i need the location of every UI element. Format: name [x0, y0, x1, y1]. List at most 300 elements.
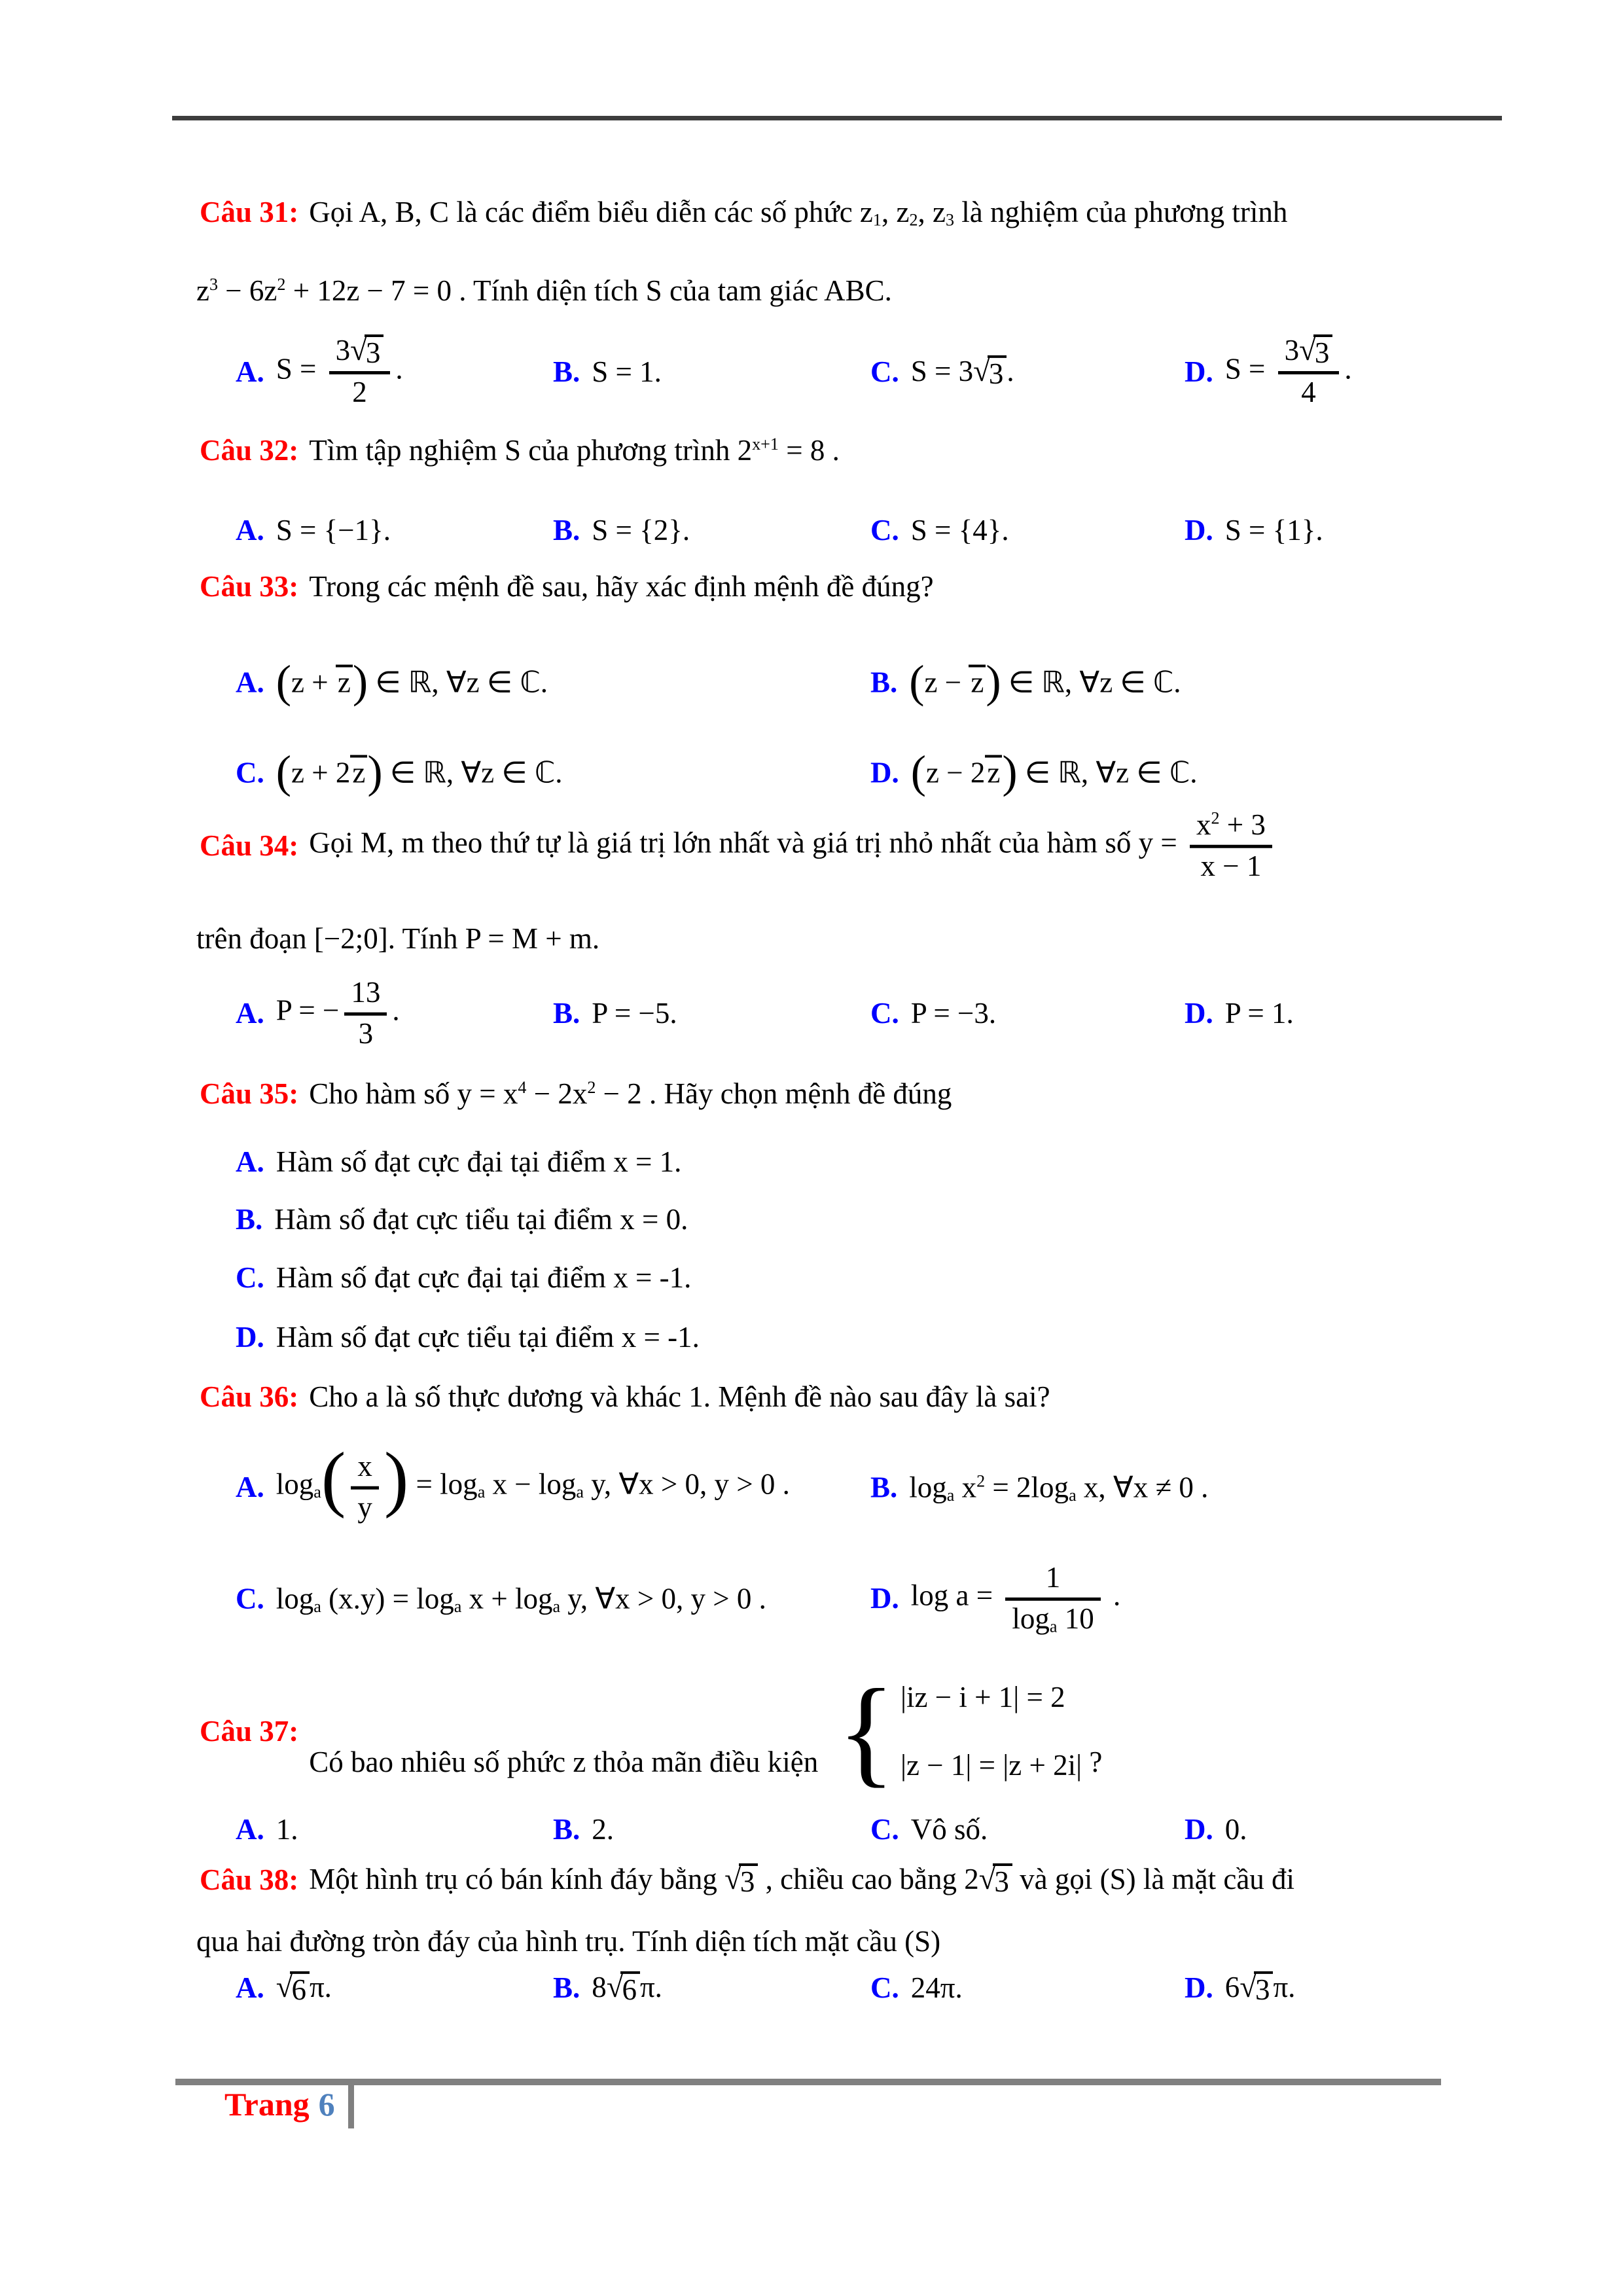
math-cases-row [901, 1748, 1082, 1782]
option-38-C [870, 1971, 963, 2005]
option-body [909, 656, 1181, 708]
math-fraction [344, 976, 387, 1051]
text-run: 3 [1284, 334, 1300, 367]
math-superscript: 4 [518, 1077, 527, 1097]
option-33-B [870, 656, 1181, 708]
text-run: . [395, 352, 403, 386]
math-radicand [739, 1863, 758, 1897]
math-sqrt [724, 1863, 758, 1897]
radical-sign-icon: √ [1299, 333, 1316, 367]
text-run: Hàm số đạt cực đại tại điểm x = 1. [276, 1145, 682, 1178]
option-label: B. [553, 1971, 580, 2004]
math-paren: ) [352, 656, 368, 708]
text-run: . [392, 994, 400, 1027]
option-38-A [236, 1970, 332, 2005]
math-superscript: x+1 [752, 434, 779, 454]
text-run: qua hai đường tròn đáy của hình trụ. Tính diện tích mặt cầu (S) [196, 1925, 941, 1958]
text-run: z [971, 666, 984, 699]
text-run: log [276, 1582, 314, 1615]
question-31-line-2 [196, 274, 892, 308]
option-body [592, 513, 690, 547]
option-body [910, 747, 1198, 798]
text-run: 3 [365, 336, 381, 369]
option-body [276, 1320, 700, 1354]
option-33-D [870, 747, 1198, 798]
math-paren: ( [909, 656, 925, 708]
option-body [276, 1145, 682, 1179]
text-run: Hàm số đạt cực đại tại điểm x = -1. [276, 1261, 692, 1294]
text-run: 3 [358, 1016, 374, 1050]
option-37-C [870, 1812, 988, 1846]
math-subscript: 2 [909, 210, 918, 230]
question-34-line-1 [200, 808, 1277, 884]
option-label: B. [870, 1471, 898, 1503]
question-34-body [196, 922, 599, 956]
math-subscript: 3 [945, 210, 955, 230]
text-run: z [196, 274, 209, 307]
option-37-D [1185, 1812, 1247, 1846]
text-run: 3 [335, 334, 351, 367]
question-36-body [309, 1380, 1050, 1414]
option-body [911, 1812, 988, 1846]
question-34-body [309, 808, 1277, 884]
radical-sign-icon: √ [1240, 1969, 1257, 2004]
text-run: y, ∀x > 0, y > 0 . [560, 1582, 766, 1615]
option-33-C [236, 747, 563, 798]
text-run: = log [408, 1467, 478, 1501]
question-34-number: Câu 34: [200, 829, 299, 862]
math-sqrt [979, 1863, 1012, 1897]
option-body [276, 1581, 766, 1616]
radical-sign-icon: √ [724, 1862, 741, 1896]
text-run: 24π. [910, 1971, 963, 2004]
text-run: y [357, 1490, 372, 1524]
option-body [911, 1561, 1120, 1636]
text-run: Hàm số đạt cực tiểu tại điểm x = 0. [274, 1203, 688, 1236]
math-sqrt [973, 355, 1007, 389]
math-numerator [351, 1450, 379, 1486]
text-run: S = {1}. [1224, 514, 1323, 547]
text-run: S = {−1}. [276, 514, 391, 547]
option-38-D [1185, 1970, 1295, 2005]
text-run: log [909, 1471, 947, 1504]
option-body [1225, 513, 1323, 547]
option-36-A [236, 1437, 790, 1525]
question-34-line-2 [196, 922, 599, 956]
option-label: D. [870, 756, 899, 789]
option-label: D. [1185, 1971, 1213, 2004]
option-label: A. [236, 666, 264, 698]
math-paren: ) [986, 656, 1001, 708]
text-run: z − 2 [925, 756, 986, 789]
text-run: 3 [1314, 336, 1330, 369]
option-label: B. [870, 666, 898, 698]
math-cases-row [901, 1680, 1082, 1714]
math-subscript: a [313, 1597, 321, 1617]
math-subscript: a [576, 1482, 584, 1502]
option-36-D [870, 1561, 1120, 1636]
option-body [276, 656, 548, 708]
option-body [1225, 1812, 1247, 1846]
math-subscript: a [313, 1482, 321, 1502]
option-label: D. [1185, 514, 1213, 547]
math-cases: { |iz − i + 1| = 2 |z − 1| = |z + 2i| [837, 1664, 1082, 1798]
option-label: A. [236, 1471, 264, 1503]
question-38-line-1 [200, 1862, 1294, 1897]
math-subscript: a [477, 1482, 486, 1502]
text-run: Gọi M, m theo thứ tự là giá trị lớn nhất và giá trị nhỏ nhất của hàm số y = [309, 826, 1185, 859]
question-38-line-2 [196, 1924, 940, 1958]
text-run: ∈ ℝ, ∀z ∈ ℂ. [1001, 666, 1181, 699]
text-run: S = {2}. [592, 514, 690, 547]
question-33-line-1 [200, 569, 934, 603]
math-radicand [365, 334, 384, 368]
option-label: A. [236, 997, 264, 1030]
math-superscript: 2 [976, 1471, 986, 1491]
text-run: 2. [592, 1813, 615, 1846]
math-numerator [344, 976, 387, 1013]
question-35-body [309, 1077, 952, 1111]
text-run: 3 [740, 1865, 755, 1898]
text-run: Cho hàm số y = x [309, 1077, 518, 1110]
option-37-B [553, 1812, 614, 1846]
math-paren: ) [367, 747, 383, 798]
option-32-D [1185, 513, 1323, 547]
radical-sign-icon: √ [606, 1969, 624, 2004]
math-sqrt [1240, 1971, 1273, 2005]
text-run: = 8 . [778, 434, 840, 467]
text-run: 6 [622, 1973, 637, 2006]
option-body [276, 1437, 790, 1525]
text-run: S = [276, 352, 324, 386]
text-run: Cho a là số thực dương và khác 1. Mệnh đề nào sau đây là sai? [309, 1380, 1050, 1413]
option-body [276, 1812, 298, 1846]
option-label: B. [553, 514, 580, 547]
top-rule [172, 116, 1502, 120]
text-run: 6 [291, 1973, 306, 2006]
text-run: x [1196, 808, 1211, 841]
text-run: log [1012, 1602, 1050, 1635]
option-body [911, 1971, 963, 2005]
option-31-D [1185, 334, 1352, 410]
text-run: Có bao nhiêu số phức z thỏa mãn điều kiện [309, 1746, 826, 1778]
option-34-D [1185, 996, 1294, 1030]
option-label: D. [1185, 997, 1213, 1030]
math-radicand [1313, 334, 1333, 368]
text-run: trên đoạn [−2;0]. Tính P = M + m. [196, 922, 600, 955]
math-sqrt [276, 1971, 310, 2005]
option-body [276, 747, 563, 798]
radical-sign-icon: √ [350, 333, 367, 367]
text-run: + 12z − 7 = 0 . Tính diện tích S của tam giác ABC. [285, 274, 892, 307]
text-run: y, ∀x > 0, y > 0 . [584, 1467, 790, 1501]
text-run: ∈ ℝ, ∀z ∈ ℂ. [382, 756, 563, 789]
text-run: 3 [1255, 1973, 1270, 2006]
option-36-C [236, 1581, 766, 1616]
option-body [276, 513, 391, 547]
option-label: D. [1185, 355, 1213, 388]
option-label: C. [870, 1971, 899, 2004]
question-33-body [309, 569, 933, 603]
text-run: 1. [276, 1813, 298, 1846]
text-run: 8 [592, 1970, 607, 2003]
option-body [1225, 334, 1352, 410]
math-overline [336, 665, 353, 698]
text-run: ∈ ℝ, ∀z ∈ ℂ. [1017, 756, 1198, 789]
option-body [592, 355, 662, 389]
question-38-body [309, 1862, 1294, 1897]
math-denominator [351, 1486, 379, 1525]
text-run: Tìm tập nghiệm S của phương trình 2 [309, 434, 753, 467]
math-denominator [344, 1013, 387, 1051]
math-numerator [1278, 334, 1340, 371]
footer-page-label: Trang [224, 2086, 310, 2123]
text-run: 3 [988, 357, 1004, 390]
option-label: C. [236, 1582, 264, 1615]
option-34-B [553, 996, 677, 1030]
footer-rule [175, 2079, 1441, 2085]
text-run: x [357, 1449, 372, 1482]
math-paren: ( [276, 747, 291, 798]
text-run: − 2x [526, 1077, 588, 1110]
math-paren: ( [321, 1437, 346, 1519]
math-cases-rows [901, 1680, 1082, 1782]
text-run: x − 1 [1200, 849, 1262, 882]
option-label: D. [870, 1582, 899, 1615]
text-run: S = 1. [592, 355, 662, 388]
text-run: |z − 1| = |z + 2i| [901, 1749, 1082, 1782]
radical-sign-icon: √ [978, 1862, 996, 1896]
question-35-line-1 [200, 1077, 952, 1111]
question-37-number: Câu 37: [200, 1715, 299, 1748]
math-numerator [329, 334, 391, 371]
math-subscript: a [1069, 1486, 1077, 1505]
option-body [1225, 1970, 1296, 2005]
text-run: S = {4}. [910, 514, 1009, 547]
option-label: D. [236, 1321, 264, 1354]
text-run: − 6z [218, 274, 277, 307]
text-run: = 2log [985, 1471, 1069, 1504]
math-radicand [988, 355, 1007, 389]
text-run: z [987, 756, 1001, 789]
option-body [592, 1812, 614, 1846]
option-35-A [236, 1145, 681, 1179]
option-31-B [553, 355, 662, 389]
text-run: z [337, 666, 351, 699]
math-fraction [1278, 334, 1340, 410]
question-32-number: Câu 32: [200, 434, 299, 467]
math-radicand [1254, 1971, 1274, 2005]
text-run: và gọi (S) là mặt cầu đi [1012, 1863, 1295, 1895]
option-body [592, 996, 677, 1030]
option-body [276, 1261, 692, 1295]
text-run: 3 [994, 1865, 1009, 1898]
text-run: 10 [1057, 1602, 1094, 1635]
math-superscript: 2 [587, 1077, 596, 1097]
option-label: C. [870, 355, 899, 388]
text-run: x [954, 1471, 977, 1504]
math-subscript: a [946, 1486, 955, 1505]
text-run: z + 2 [291, 756, 351, 789]
text-run: P = − [276, 994, 340, 1027]
text-run: Hàm số đạt cực tiểu tại điểm x = -1. [276, 1321, 700, 1354]
option-label: A. [236, 1145, 264, 1178]
math-radicand [620, 1971, 640, 2005]
option-body [274, 1202, 688, 1236]
question-32-line-1 [200, 433, 840, 467]
text-run: S = 3 [910, 354, 974, 387]
text-run: − 2 . Hãy chọn mệnh đề đúng [596, 1077, 952, 1110]
text-run: z + [291, 666, 336, 699]
math-paren: ) [383, 1437, 409, 1519]
math-overline [985, 755, 1002, 788]
question-31-body [309, 195, 1287, 229]
math-paren: ) [1002, 747, 1018, 798]
question-31-number: Câu 31: [200, 196, 299, 228]
option-label: A. [236, 1971, 264, 2004]
text-run: log [276, 1467, 314, 1501]
math-sqrt [607, 1971, 640, 2005]
text-run: , chiều cao bằng 2 [758, 1863, 979, 1895]
radical-sign-icon: √ [276, 1969, 293, 2004]
math-paren: ( [276, 656, 291, 708]
option-body [911, 513, 1009, 547]
option-34-A [236, 976, 400, 1051]
text-run: + 3 [1219, 808, 1266, 841]
text-run: là nghiệm của phương trình [954, 196, 1288, 228]
math-denominator [1005, 1598, 1100, 1636]
option-label: C. [236, 1261, 264, 1294]
option-label: B. [236, 1203, 263, 1236]
math-fraction [1190, 808, 1272, 884]
text-run: Một hình trụ có bán kính đáy bằng [309, 1863, 725, 1895]
option-label: B. [553, 997, 580, 1030]
math-subscript: a [454, 1597, 462, 1617]
text-run: . [1344, 352, 1352, 386]
text-run: 1 [1045, 1560, 1061, 1594]
text-run: Gọi A, B, C là các điểm biểu diễn các số phức z [309, 196, 873, 228]
option-label: B. [553, 1813, 580, 1846]
option-36-B [870, 1470, 1208, 1505]
text-run: S = [1224, 352, 1273, 386]
text-run: Vô số. [910, 1813, 988, 1846]
option-34-C [870, 996, 996, 1030]
option-label: B. [553, 355, 580, 388]
page-footer [224, 2085, 335, 2123]
math-sqrt [1299, 334, 1332, 368]
option-31-A [236, 334, 403, 410]
math-numerator [1190, 808, 1272, 845]
option-35-C [236, 1261, 691, 1295]
option-32-B [553, 513, 690, 547]
text-run: x − log [485, 1467, 577, 1501]
text-run: x + log [461, 1582, 553, 1615]
footer-vertical-rule [348, 2079, 354, 2128]
math-overline [350, 755, 367, 788]
math-subscript: a [1049, 1617, 1058, 1636]
option-31-C [870, 354, 1014, 389]
option-label: A. [236, 1813, 264, 1846]
math-numerator [1005, 1561, 1100, 1598]
question-36-line-1 [200, 1380, 1050, 1414]
math-superscript: 3 [209, 274, 219, 294]
text-run: |iz − i + 1| = 2 [901, 1681, 1065, 1713]
radical-sign-icon: √ [973, 353, 990, 388]
text-run: . [1105, 1579, 1121, 1612]
text-run: π. [309, 1970, 332, 2003]
math-paren: ( [910, 747, 926, 798]
question-32-body [309, 433, 840, 467]
math-overline [969, 665, 986, 698]
text-run: P = −5. [592, 997, 677, 1030]
option-body [276, 976, 400, 1051]
option-32-A [236, 513, 391, 547]
option-37-A [236, 1812, 298, 1846]
option-body [911, 354, 1014, 389]
math-fraction [329, 334, 391, 410]
math-sqrt [350, 334, 383, 368]
math-subscript: 1 [872, 210, 882, 230]
math-subscript: a [552, 1597, 561, 1617]
text-run: . [1007, 354, 1014, 387]
option-body [276, 334, 403, 410]
math-denominator [329, 371, 391, 410]
question-38-number: Câu 38: [200, 1863, 299, 1897]
option-32-C [870, 513, 1009, 547]
text-run: ? [1082, 1746, 1103, 1778]
option-label: A. [236, 355, 264, 388]
text-run: Trong các mệnh đề sau, hãy xác định mệnh đề đúng? [309, 570, 934, 603]
text-run: z − [924, 666, 969, 699]
text-run: , z [881, 196, 910, 228]
option-body [592, 1970, 662, 2005]
option-body [911, 996, 996, 1030]
question-37-line-1 [200, 1664, 1103, 1798]
text-run: , z [918, 196, 946, 228]
math-fraction [351, 1450, 379, 1525]
question-35-number: Câu 35: [200, 1077, 299, 1110]
option-label: C. [870, 1813, 899, 1846]
math-radicand [290, 1971, 310, 2005]
text-run: (x.y) = log [321, 1582, 454, 1615]
text-run: π. [639, 1970, 662, 2003]
text-run: P = −3. [910, 997, 997, 1030]
text-run: log a = [910, 1579, 1001, 1612]
question-38-body [196, 1924, 940, 1958]
option-label: C. [870, 997, 899, 1030]
text-run: ∈ ℝ, ∀z ∈ ℂ. [368, 666, 548, 699]
math-radicand [993, 1863, 1012, 1897]
option-label: D. [1185, 1813, 1213, 1846]
option-label: C. [236, 756, 264, 789]
text-run: z [352, 756, 366, 789]
option-35-D [236, 1320, 700, 1354]
text-run: π. [1273, 1970, 1296, 2003]
option-33-A [236, 656, 548, 708]
footer-page-number: 6 [318, 2086, 335, 2123]
text-run: 13 [351, 975, 381, 1009]
math-superscript: 2 [277, 274, 286, 294]
option-label: C. [870, 514, 899, 547]
math-fraction [1005, 1561, 1100, 1636]
option-35-B [236, 1202, 688, 1236]
option-body [276, 1970, 332, 2005]
question-33-number: Câu 33: [200, 570, 299, 603]
option-38-B [553, 1970, 662, 2005]
text-run: 0. [1224, 1813, 1247, 1846]
question-31-body [196, 274, 892, 308]
option-body [909, 1470, 1208, 1505]
